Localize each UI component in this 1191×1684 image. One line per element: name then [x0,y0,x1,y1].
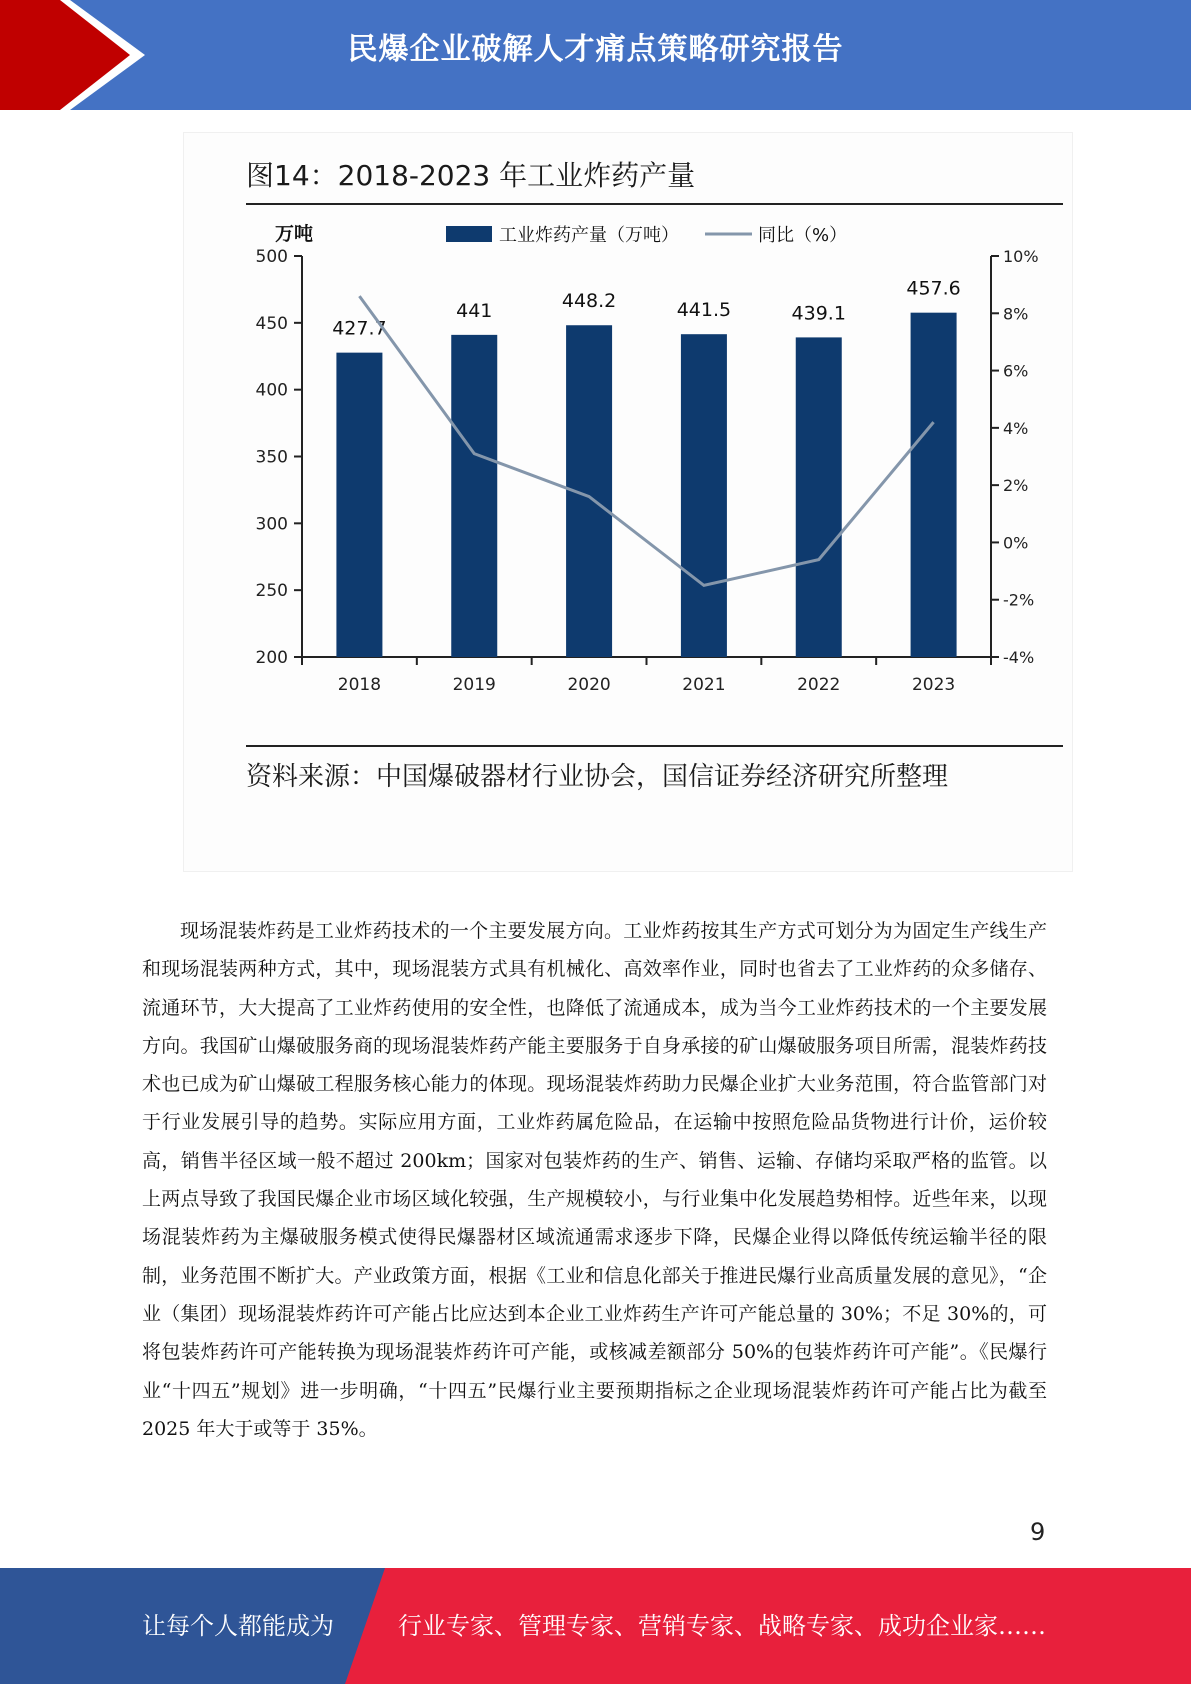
y-tick-label-left: 400 [255,380,288,401]
bar-2022 [796,337,842,657]
y-tick-label-right: 8% [1003,304,1029,324]
bar-2023 [911,313,957,657]
data-label: 439.1 [791,302,846,325]
production-chart [0,0,1191,740]
x-tick-label: 2019 [452,675,496,695]
page-number: 9 [1030,1518,1046,1546]
x-tick-label: 2018 [337,675,382,695]
bar-2021 [681,334,727,657]
y-tick-label-left: 250 [255,581,288,602]
bar-2018 [336,353,382,657]
footer-slogan-right: 行业专家、管理专家、营销专家、战略专家、成功企业家…… [398,1612,1046,1640]
y-tick-label-right: -2% [1003,590,1035,610]
legend-bar-label: 工业炸药产量（万吨） [499,225,679,246]
report-title: 民爆企业破解人才痛点策略研究报告 [347,32,844,67]
y-tick-label-right: 4% [1003,418,1029,438]
data-label: 457.6 [906,277,961,300]
x-tick-label: 2021 [682,675,726,695]
y-tick-label-right: 10% [1003,247,1039,266]
y-tick-label-left: 500 [255,247,288,267]
x-tick-label: 2022 [797,675,841,695]
figure-title: 图14：2018-2023 年工业炸药产量 [246,159,696,192]
footer-slogan-left: 让每个人都能成为 [142,1612,334,1640]
figure-bottom-rule [246,745,1063,747]
yoy-line [359,296,933,585]
x-tick-label: 2020 [567,675,611,695]
body-paragraph: 现场混装炸药是工业炸药技术的一个主要发展方向。工业炸药按其生产方式可划分为为固定生产线生产和现场混装两种方式，其中，现场混装方式具有机械化、高效率作业，同时也省去了工业炸药的众多储存、流通环节，大大提高了工业炸药使用的安全性，也降低了流通成本，成为当今工业炸药技术的一个主要发展方向。我国矿山爆破服务商的现场混装炸药产能主要服务于自身承接的矿山爆破服务项目所需，混装炸药技术也已成为矿山爆破工程服务核心能力的体现。现场混装炸药助力民爆企业扩大业务范围，符合监管部门对于行业发展引导的趋势。实际应用方面，工业炸药属危险品，在运输中按照危险品货物进行计价，运价较高，销售半径区域一般不超过 200km；国家对包装炸药的生产、销售、运输、存储均采取严格的监管。以上两点导致了我国民爆企业市场区域化较强，生产规模较小，与行业集中化发展趋势相悖。近些年来，以现场混装炸药为主爆破服务模式使得民爆器材区域流通需求逐步下降，民爆企业得以降低传统运输半径的限制，业务范围不断扩大。产业政策方面，根据《工业和信息化部关于推进民爆行业高质量发展的意见》，“企业（集团）现场混装炸药许可产能占比应达到本企业工业炸药生产许可产能总量的 30%；不足 30%的，可将包装炸药许可产能转换为现场混装炸药许可产能，或核减差额部分 50%的包装炸药许可产能”。《民爆行业“十四五”规划》进一步明确，“十四五”民爆行业主要预期指标之企业现场混装炸药许可产能占比为截至 2025 年大于或等于 35%。 [142,920,1047,1440]
y-tick-label-left: 350 [255,447,288,468]
y-tick-label-right: 6% [1003,361,1029,381]
legend-bar-swatch [446,226,492,242]
bar-2019 [451,335,497,657]
data-label: 441 [456,299,493,322]
y-tick-label-right: -4% [1003,648,1035,667]
data-label: 427.7 [332,317,387,340]
y-unit-label: 万吨 [275,223,314,245]
legend-line-label: 同比（%） [758,225,848,246]
figure-source: 资料来源：中国爆破器材行业协会，国信证券经济研究所整理 [246,762,949,792]
data-label: 448.2 [561,290,617,313]
data-label: 441.5 [676,299,732,322]
y-tick-label-left: 300 [255,514,288,535]
y-tick-label-left: 450 [255,313,288,334]
y-tick-label-left: 200 [255,648,288,668]
y-tick-label-right: 0% [1003,533,1029,553]
x-tick-label: 2023 [911,675,956,695]
y-tick-label-right: 2% [1003,476,1029,496]
